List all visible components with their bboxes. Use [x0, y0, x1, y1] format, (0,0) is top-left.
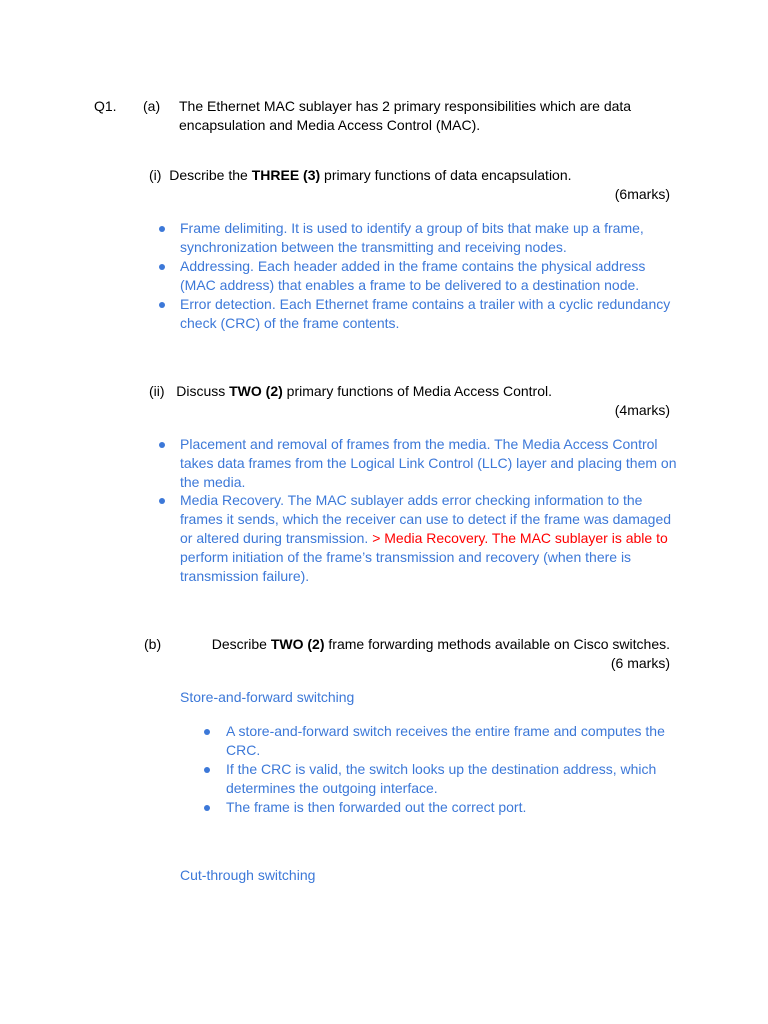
sub-ii-text-pre: Discuss	[176, 383, 226, 399]
correction-note-line3: transmission failure).	[180, 568, 310, 584]
correction-note-line2: perform initiation of the frame’s transmission and recovery (when there is	[180, 549, 632, 565]
bullet-icon	[159, 442, 165, 448]
part-a-text-line1: The Ethernet MAC sublayer has 2 primary responsibilities which are data	[179, 98, 632, 114]
sub-i-answer-3-line1: Error detection. Each Ethernet frame contains a trailer with a cyclic redundancy	[180, 296, 671, 312]
sub-ii-answer-2-line3-blue: or altered during transmission.	[180, 530, 369, 546]
part-b-text-bold: TWO (2)	[270, 636, 325, 652]
bullet-icon	[159, 302, 165, 308]
sub-question-i	[149, 166, 572, 185]
sub-i-text-post: primary functions of data encapsulation.	[324, 167, 572, 183]
sub-ii-text-bold: TWO (2)	[229, 383, 283, 399]
part-b-text-post: frame forwarding methods available on Cisco switches.	[328, 636, 670, 652]
part-a-label: (a)	[143, 98, 161, 114]
sub-ii-marks: (4marks)	[614, 402, 670, 418]
sub-i-answer-1-line2: synchronization between the transmitting and receiving nodes.	[180, 239, 567, 255]
part-b-label: (b)	[144, 636, 162, 652]
sub-i-marks: (6marks)	[614, 186, 670, 202]
sub-i-answer-2-line2: (MAC address) that enables a frame to be delivered to a destination node.	[180, 277, 640, 293]
sub-ii-answer-2-line2: frames it sends, which the receiver can use to detect if the frame was damaged	[180, 511, 672, 527]
part-b-marks: (6 marks)	[610, 655, 670, 671]
cut-through-heading: Cut-through switching	[180, 867, 316, 883]
bullet-icon	[159, 498, 165, 504]
bullet-icon	[159, 226, 165, 232]
sub-ii-answer-2-line1: Media Recovery. The MAC sublayer adds error checking information to the	[180, 492, 643, 508]
bullet-icon	[204, 767, 210, 773]
store-bullet-1-line2: CRC.	[226, 742, 261, 758]
store-bullet-1-line1: A store-and-forward switch receives the entire frame and computes the	[226, 723, 665, 739]
sub-i-answer-2-line1: Addressing. Each header added in the frame contains the physical address	[180, 258, 646, 274]
sub-i-label: (i)	[149, 167, 162, 183]
sub-ii-answer-1-line2: takes data frames from the Logical Link Control (LLC) layer and placing them on	[180, 455, 677, 471]
bullet-icon	[159, 264, 165, 270]
sub-ii-answer-1-line1: Placement and removal of frames from the media. The Media Access Control	[180, 436, 658, 452]
correction-note-start: > Media Recovery. The MAC sublayer is able to	[372, 530, 668, 546]
sub-i-answer-1-line1: Frame delimiting. It is used to identify a group of bits that make up a frame,	[180, 220, 644, 236]
sub-ii-text-post: primary functions of Media Access Control.	[286, 383, 553, 399]
part-a-text-line2: encapsulation and Media Access Control (MAC).	[179, 117, 481, 133]
sub-i-answer-3-line2: check (CRC) of the frame contents.	[180, 315, 400, 331]
store-bullet-2-line2: determines the outgoing interface.	[226, 780, 438, 796]
sub-ii-answer-2-line3	[180, 529, 668, 548]
sub-ii-label: (ii)	[149, 383, 165, 399]
sub-i-text-pre: Describe the	[169, 167, 248, 183]
bullet-icon	[204, 805, 210, 811]
part-b-text-pre: Describe	[211, 636, 267, 652]
bullet-icon	[204, 729, 210, 735]
sub-ii-answer-1-line3: the media.	[180, 474, 246, 490]
sub-question-ii	[149, 382, 552, 401]
sub-i-text-bold: THREE (3)	[251, 167, 321, 183]
store-bullet-2-line1: If the CRC is valid, the switch looks up the destination address, which	[226, 761, 657, 777]
store-and-forward-heading: Store-and-forward switching	[180, 689, 355, 705]
store-bullet-3-line1: The frame is then forwarded out the correct port.	[226, 799, 527, 815]
part-b-question	[212, 635, 670, 654]
question-number: Q1.	[94, 98, 117, 114]
